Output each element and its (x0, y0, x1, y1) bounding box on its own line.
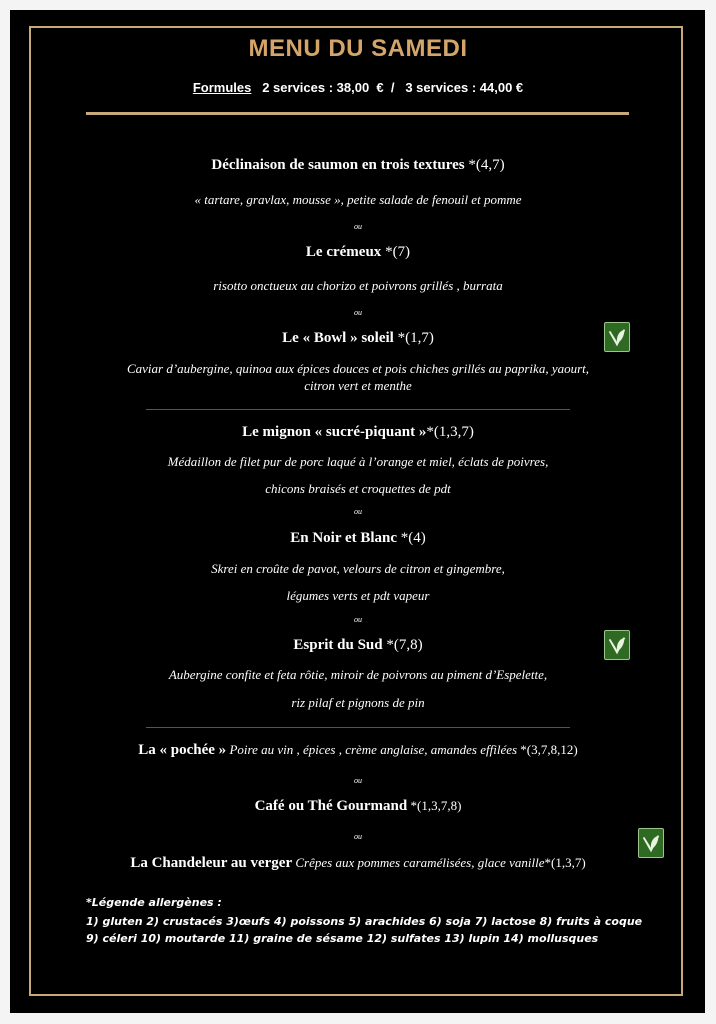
ou-separator: ou (354, 507, 362, 516)
dish-name: Le mignon « sucré-piquant » (242, 424, 427, 440)
dish-allergens: *(1,3,7) (544, 855, 586, 870)
section-divider (146, 409, 570, 410)
dish-allergens: *(1,7) (393, 330, 434, 346)
dish-description: Crêpes aux pommes caramélisées, glace vanille (292, 855, 545, 870)
dish-description-cont: citron vert et menthe (304, 378, 412, 393)
formules-label: Formules (192, 80, 252, 95)
section-divider (146, 727, 570, 728)
dish-name: La « pochée » (138, 742, 227, 758)
menu-title: MENU DU SAMEDI (248, 35, 468, 62)
legend-line-1: 1) gluten 2) crustacés 3)œufs 4) poissons 5) arachides 6) soja 7) lactose 8) fruits à coque (86, 915, 643, 928)
dish-name: Déclinaison de saumon en trois textures (211, 157, 465, 173)
vegetarian-leaf-icon (604, 630, 630, 660)
dish-name: La Chandeleur au verger (130, 855, 293, 871)
ou-separator: ou (354, 776, 362, 785)
legend-title: *Légende allergènes : (86, 896, 222, 909)
dish-dessert-3 (0, 855, 716, 872)
header-divider (86, 112, 629, 115)
ou-separator: ou (354, 222, 362, 231)
vegetarian-leaf-icon (604, 322, 630, 352)
formules-prices: 2 services : 38,00 € / 3 services : 44,00 € (262, 80, 524, 95)
dish-allergens: *(7) (381, 244, 411, 260)
dish-allergens: *(4,7) (464, 157, 505, 173)
dish-description-cont: chicons braisés et croquettes de pdt (265, 481, 451, 496)
dish-description: Aubergine confite et feta rôtie, miroir de poivrons au piment d’Espelette, (168, 667, 548, 682)
dish-allergens: *(1,3,7) (426, 424, 474, 440)
dish-name: En Noir et Blanc (290, 530, 398, 546)
dish-allergens: *(3,7,8,12) (517, 742, 578, 757)
dish-allergens: *(4) (397, 530, 426, 546)
legend-line-2: 9) céleri 10) moutarde 11) graine de sésame 12) sulfates 13) lupin 14) mollusques (86, 932, 599, 945)
dish-plat-2 (0, 530, 716, 547)
dish-description: Caviar d’aubergine, quinoa aux épices douces et pois chiches grillés au paprika, yaourt, (126, 361, 590, 376)
dish-allergens: *(7,8) (382, 637, 423, 653)
dish-description-cont: riz pilaf et pignons de pin (291, 695, 425, 710)
dish-description: risotto onctueux au chorizo et poivrons grillés , burrata (213, 278, 503, 293)
dish-description: Skrei en croûte de pavot, velours de citron et gingembre, (211, 561, 505, 576)
dish-entree-1 (0, 157, 716, 174)
ou-separator: ou (354, 615, 362, 624)
dish-description: Médaillon de filet pur de porc laqué à l’orange et miel, éclats de poivres, (167, 454, 549, 469)
dish-name: Le « Bowl » soleil (282, 330, 394, 346)
ou-separator: ou (354, 832, 362, 841)
dish-allergens: *(1,3,7,8) (407, 798, 462, 813)
dish-entree-2 (0, 244, 716, 261)
vegetarian-leaf-icon (638, 828, 664, 858)
ou-separator: ou (354, 308, 362, 317)
dish-description: Poire au vin , épices , crème anglaise, amandes effilées (226, 742, 518, 757)
dish-name: Le crémeux (305, 244, 382, 260)
dish-name: Esprit du Sud (293, 637, 383, 653)
dish-name: Café ou Thé Gourmand (254, 798, 408, 814)
formules-line (0, 80, 716, 95)
dish-plat-1 (0, 424, 716, 441)
dish-description: « tartare, gravlax, mousse », petite salade de fenouil et pomme (194, 192, 522, 207)
dish-dessert-2 (0, 798, 716, 815)
dish-dessert-1 (0, 742, 716, 759)
dish-description-cont: légumes verts et pdt vapeur (286, 588, 430, 603)
